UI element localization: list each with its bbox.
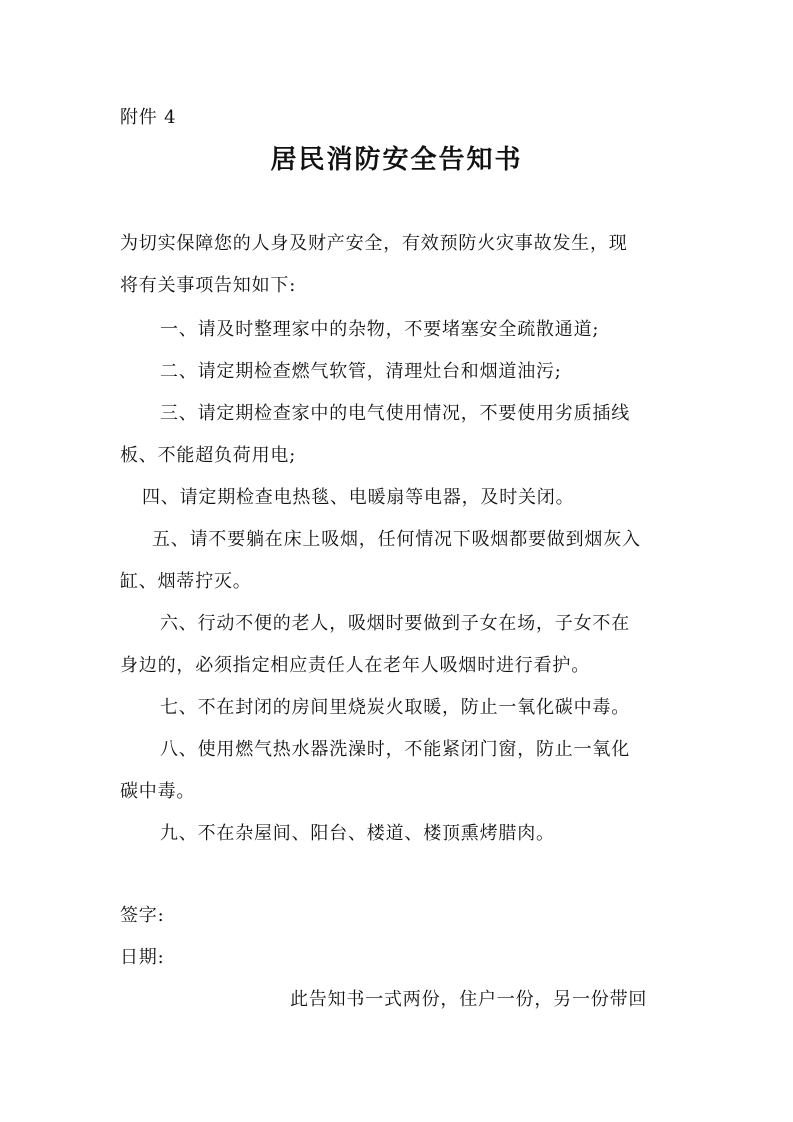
footer-note: 此告知书一式两份，住户一份，另一份带回	[290, 989, 648, 1010]
intro-line-1: 为切实保障您的人身及财产安全，有效预防火灾事故发生，现	[120, 233, 628, 254]
notice-item-8-line-2: 碳中毒。	[120, 781, 196, 802]
notice-item-6-line-2: 身边的，必须指定相应责任人在老年人吸烟时进行看护。	[120, 655, 590, 676]
notice-item-3-line-1: 三、请定期检查家中的电气使用情况，不要使用劣质插线	[160, 403, 630, 424]
notice-item-5-line-1: 五、请不要躺在床上吸烟，任何情况下吸烟都要做到烟灰入	[152, 529, 641, 550]
notice-item-3-line-2: 板、不能超负荷用电;	[120, 445, 297, 466]
signature-label: 签字:	[120, 905, 165, 926]
notice-item-5-line-2: 缸、烟蒂拧灭。	[120, 571, 252, 592]
notice-item-2: 二、请定期检查燃气软管，清理灶台和烟道油污;	[160, 361, 562, 382]
notice-item-7: 七、不在封闭的房间里烧炭火取暖，防止一氧化碳中毒。	[160, 697, 630, 718]
notice-item-4: 四、请定期检查电热毯、电暖扇等电器，及时关闭。	[142, 487, 575, 508]
attachment-label: 附件 4	[120, 107, 177, 128]
notice-item-1: 一、请及时整理家中的杂物，不要堵塞安全疏散通道;	[160, 319, 600, 340]
notice-item-6-line-1: 六、行动不便的老人，吸烟时要做到子女在场，子女不在	[160, 613, 630, 634]
intro-line-2: 将有关事项告知如下:	[120, 275, 297, 296]
date-label: 日期:	[120, 947, 165, 968]
notice-item-9: 九、不在杂屋间、阳台、楼道、楼顶熏烤腊肉。	[160, 823, 555, 844]
document-title: 居民消防安全告知书	[270, 145, 523, 175]
notice-item-8-line-1: 八、使用燃气热水器洗澡时，不能紧闭门窗，防止一氧化	[160, 739, 630, 760]
